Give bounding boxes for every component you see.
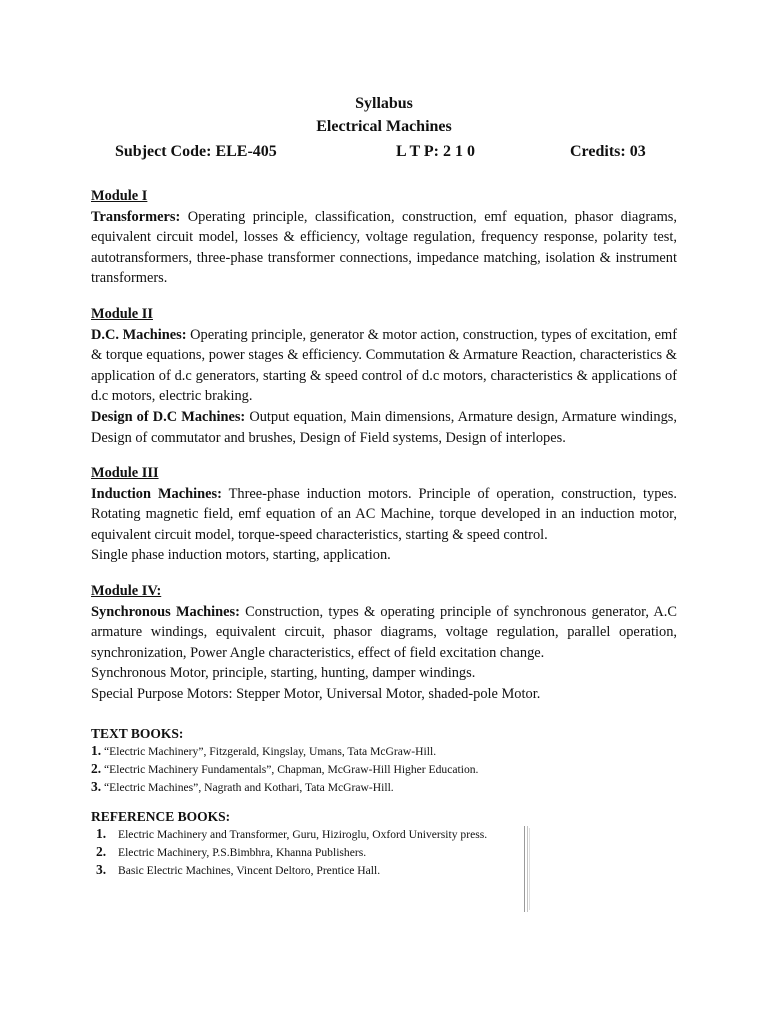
book-entry: Electric Machinery and Transformer, Guru, Hiziroglu, Oxford University press. [118,828,488,841]
list-item [91,742,691,760]
topic-text: Construction, types & operating principle of synchronous generator, A.C armature windings, equivalent circuit, phasor diagrams, voltage regulation, parallel operation, synchronization, Power Angle characteristics, effect of field excitation change. [91,603,677,661]
list-item [91,825,691,843]
topic-label: D.C. Machines: [91,326,187,343]
document-title: Syllabus [355,95,413,112]
column-divider-line [524,826,525,912]
credits-value: Credits: 03 [570,143,646,160]
module-heading: Module IV: [91,583,162,599]
list-number: 3. [96,862,107,877]
topic-text: Three-phase induction motors. Principle of operation, construction, types. Rotating magnetic field, emf equation of an AC Machine, torque developed in an induction motor, equivalent circuit model, torque-speed characteristics, starting & speed control. [91,485,677,543]
module-paragraph [91,684,677,705]
module-paragraph [91,407,677,448]
module-paragraph [91,484,677,546]
module-heading: Module III [91,465,159,481]
reference-books-heading: REFERENCE BOOKS: [91,809,231,824]
subject-title: Electrical Machines [316,118,452,135]
topic-text: Synchronous Motor, principle, starting, hunting, damper windings. [91,665,476,682]
ltp-value: L T P: 2 1 0 [396,143,475,160]
module-paragraph [91,325,677,407]
book-entry: “Electric Machines”, Nagrath and Kothari, Tata McGraw-Hill. [101,781,394,794]
subject-code: Subject Code: ELE-405 [115,143,277,160]
module-paragraph [91,602,677,664]
column-divider-line [529,828,530,910]
list-number: 2. [96,844,107,859]
module-section [91,186,677,289]
text-books-heading: TEXT BOOKS: [91,726,184,741]
book-entry: Basic Electric Machines, Vincent Deltoro, Prentice Hall. [118,864,381,877]
module-section [91,304,677,448]
topic-label: Induction Machines: [91,485,222,502]
subject-info-row [0,141,768,163]
reference-books-list [91,825,691,879]
list-item [91,778,691,796]
list-item [91,861,691,879]
list-number: 1. [96,826,107,841]
module-paragraph [91,207,677,289]
text-books-list [91,742,691,796]
topic-text: Operating principle, classification, construction, emf equation, phasor diagrams, equivalent circuit model, losses & efficiency, voltage regulation, frequency response, polarity test, autotransformers, three-phase transformer connections, impedance matching, isolation & instrument transformers. [91,208,677,287]
reference-books-section [91,808,691,879]
module-heading: Module II [91,306,153,322]
list-item [91,843,691,861]
book-entry: “Electric Machinery Fundamentals”, Chapman, McGraw-Hill Higher Education. [101,763,479,776]
topic-text: Output equation, Main dimensions, Armature design, Armature windings, Design of commutator and brushes, Design of Field systems, Design of interlopes. [91,408,677,446]
topic-text: Special Purpose Motors: Stepper Motor, Universal Motor, shaded-pole Motor. [91,685,541,702]
module-heading: Module I [91,188,148,204]
module-section [91,463,677,566]
module-section [91,581,677,705]
column-divider-line [527,826,528,912]
topic-text: Single phase induction motors, starting, application. [91,547,391,564]
list-item [91,760,691,778]
module-paragraph [91,545,677,566]
topic-text: Operating principle, generator & motor action, construction, types of excitation, emf & torque equations, power stages & efficiency. Commutation & Armature Reaction, characteristics & application of d.c generators, starting & speed control of d.c motors, characteristics & applications of d.c motors, electric braking. [91,326,677,405]
topic-label: Transformers: [91,208,181,225]
topic-label: Synchronous Machines: [91,603,240,620]
list-number: 1. [91,743,102,758]
book-entry: “Electric Machinery”, Fitzgerald, Kingslay, Umans, Tata McGraw-Hill. [101,745,437,758]
topic-label: Design of D.C Machines: [91,408,246,425]
text-books-section [91,725,691,796]
book-entry: Electric Machinery, P.S.Bimbhra, Khanna Publishers. [118,846,367,859]
list-number: 3. [91,779,102,794]
module-paragraph [91,663,677,684]
list-number: 2. [91,761,102,776]
